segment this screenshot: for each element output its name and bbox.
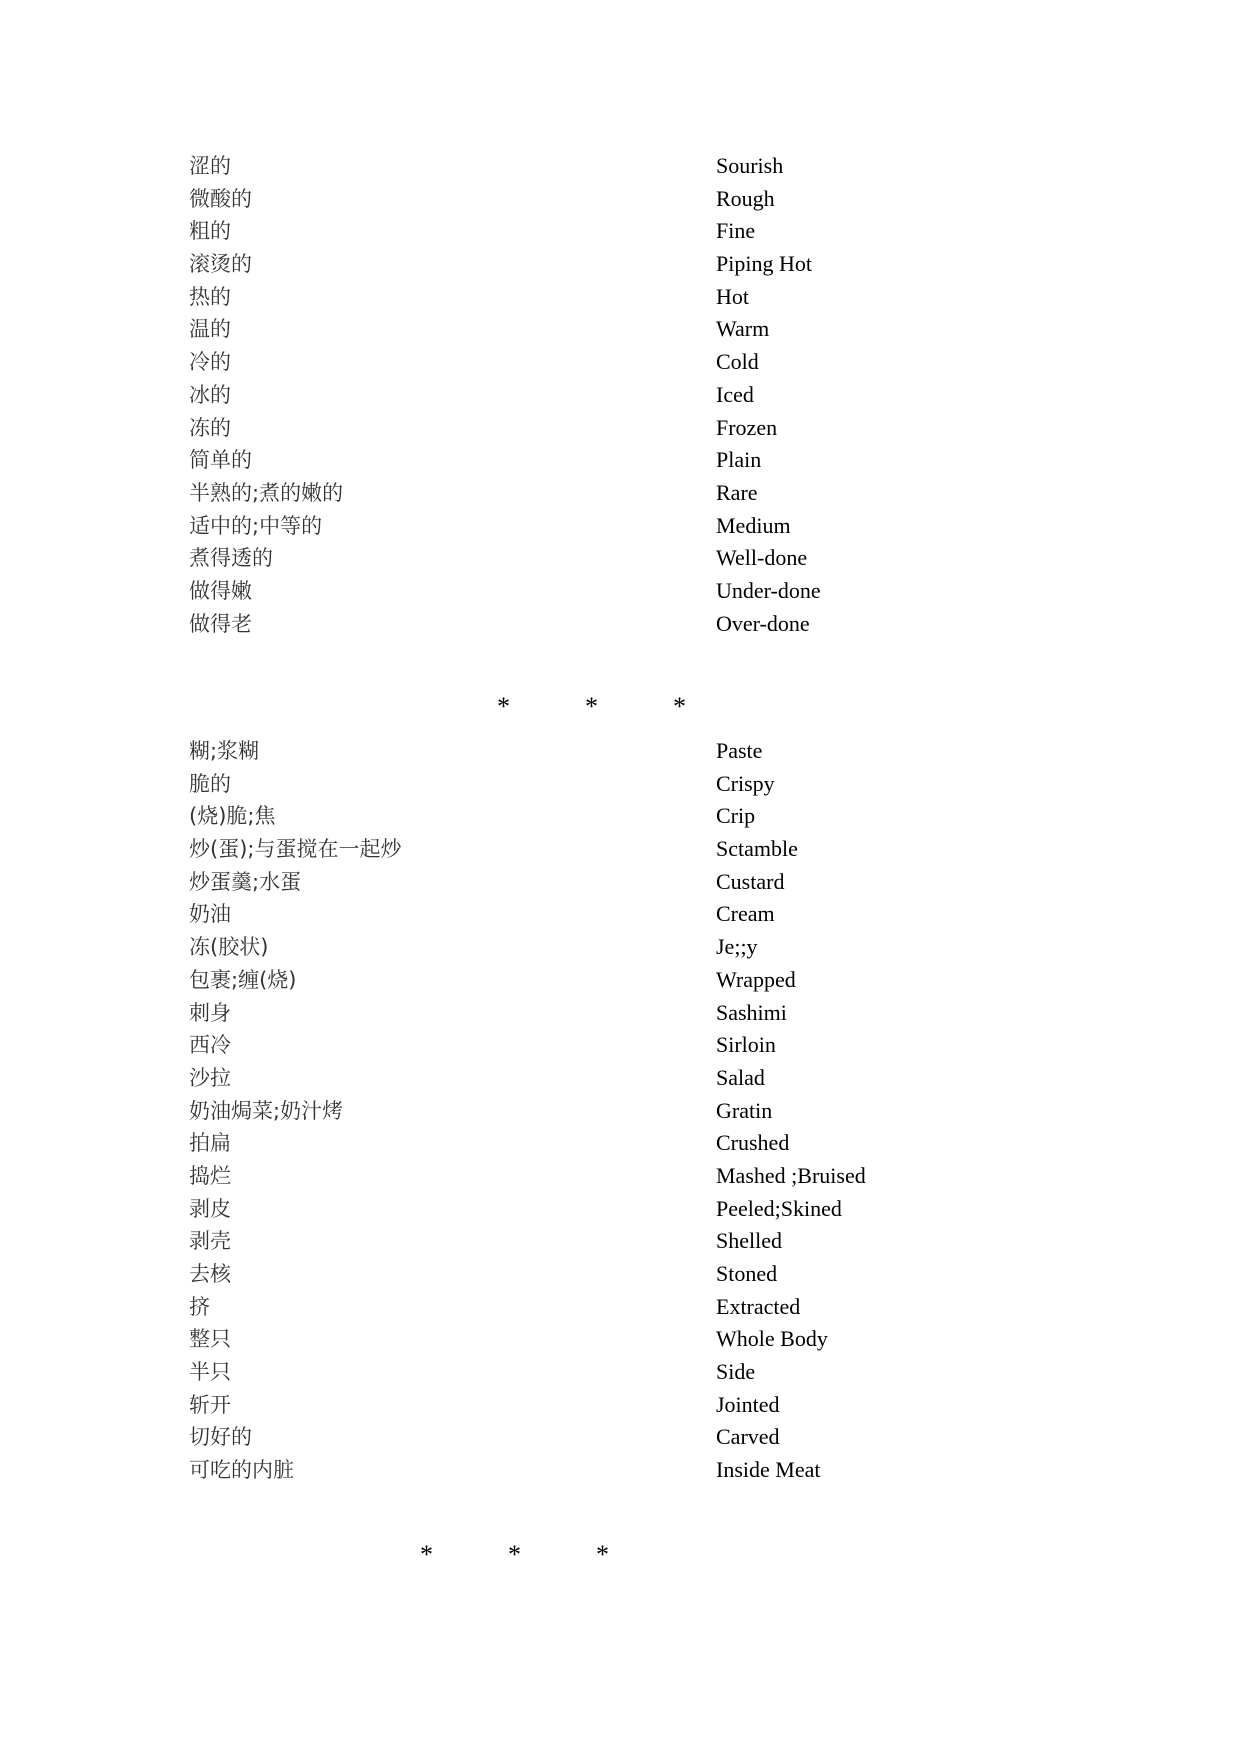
glossary-row <box>189 412 1069 445</box>
english-term: Custard <box>716 868 785 894</box>
english-term: Paste <box>716 738 763 763</box>
chinese-term: 冰的 <box>189 382 231 407</box>
glossary-row <box>189 800 1069 833</box>
glossary-row <box>189 510 1069 543</box>
english-term: Piping Hot <box>716 251 812 277</box>
glossary-row <box>189 1029 1069 1062</box>
chinese-term: 可吃的内脏 <box>189 1458 294 1483</box>
english-term: Over-done <box>716 610 810 636</box>
english-term: Under-done <box>716 577 821 603</box>
chinese-term: 剥壳 <box>189 1229 231 1254</box>
glossary-row <box>189 931 1069 964</box>
chinese-term: (烧)脆;焦 <box>189 804 276 829</box>
glossary-row <box>189 1323 1069 1356</box>
glossary-row <box>189 1095 1069 1128</box>
english-term: Sashimi <box>716 999 787 1025</box>
chinese-term: 温的 <box>189 317 231 342</box>
glossary-row <box>189 346 1069 379</box>
glossary-row <box>189 1225 1069 1258</box>
glossary-row <box>189 1454 1069 1487</box>
english-term: Jointed <box>716 1391 780 1417</box>
glossary-row <box>189 477 1069 510</box>
glossary-row <box>189 1389 1069 1422</box>
english-term: Crushed <box>716 1130 790 1156</box>
english-term: Wrapped <box>716 966 796 992</box>
glossary-row <box>189 1356 1069 1389</box>
glossary-row <box>189 1160 1069 1193</box>
english-term: Stoned <box>716 1261 778 1286</box>
english-term: Salad <box>716 1064 765 1090</box>
chinese-term: 沙拉 <box>189 1065 231 1090</box>
separator-star: * <box>497 692 510 721</box>
separator-star: * <box>508 1540 521 1569</box>
english-term: Plain <box>716 447 762 473</box>
glossary-row <box>189 379 1069 412</box>
chinese-term: 拍扁 <box>189 1131 231 1156</box>
chinese-term: 炒蛋羹;水蛋 <box>189 869 302 894</box>
separator-star: * <box>673 692 686 721</box>
glossary-section-2 <box>189 735 1069 1487</box>
english-term: Shelled <box>716 1228 782 1254</box>
chinese-term: 适中的;中等的 <box>189 513 323 538</box>
glossary-row <box>189 997 1069 1030</box>
chinese-term: 冻的 <box>189 415 231 440</box>
glossary-row <box>189 575 1069 608</box>
glossary-section-1 <box>189 150 1069 640</box>
glossary-row <box>189 735 1069 768</box>
chinese-term: 微酸的 <box>189 186 252 211</box>
chinese-term: 冻(胶状) <box>189 935 269 960</box>
chinese-term: 炒(蛋);与蛋搅在一起炒 <box>189 837 402 862</box>
english-term: Side <box>716 1359 756 1385</box>
english-term: Medium <box>716 512 791 538</box>
chinese-term: 涩的 <box>189 154 231 178</box>
chinese-term: 奶油 <box>189 902 231 927</box>
english-term: Rare <box>716 479 758 505</box>
chinese-term: 糊;浆糊 <box>189 739 260 763</box>
english-term: Whole Body <box>716 1326 828 1352</box>
chinese-term: 热的 <box>189 284 231 309</box>
glossary-row <box>189 964 1069 997</box>
glossary-row <box>189 313 1069 346</box>
english-term: Crip <box>716 803 756 829</box>
english-term: Iced <box>716 381 754 407</box>
chinese-term: 刺身 <box>189 1000 231 1025</box>
glossary-row <box>189 833 1069 866</box>
glossary-row <box>189 150 1069 183</box>
glossary-row <box>189 248 1069 281</box>
glossary-row <box>189 768 1069 801</box>
english-term: Warm <box>716 316 770 342</box>
english-term: Carved <box>716 1424 780 1450</box>
glossary-row <box>189 542 1069 575</box>
chinese-term: 捣烂 <box>189 1163 231 1188</box>
chinese-term: 包裹;缠(烧) <box>189 967 297 992</box>
english-term: Je;;y <box>716 934 758 960</box>
glossary-row <box>189 183 1069 216</box>
english-term: Cream <box>716 901 775 927</box>
separator-star: * <box>596 1540 609 1569</box>
glossary-row <box>189 1291 1069 1324</box>
chinese-term: 脆的 <box>189 771 231 796</box>
glossary-row <box>189 1421 1069 1454</box>
english-term: Rough <box>716 185 775 211</box>
glossary-row <box>189 1193 1069 1226</box>
glossary-row <box>189 898 1069 931</box>
glossary-row <box>189 1062 1069 1095</box>
chinese-term: 切好的 <box>189 1425 252 1450</box>
glossary-row <box>189 866 1069 899</box>
english-term: Well-done <box>716 545 808 571</box>
glossary-row <box>189 1127 1069 1160</box>
glossary-row <box>189 281 1069 314</box>
english-term: Inside Meat <box>716 1457 821 1483</box>
english-term: Extracted <box>716 1293 801 1319</box>
english-term: Crispy <box>716 770 775 796</box>
chinese-term: 半熟的;煮的嫩的 <box>189 480 344 505</box>
chinese-term: 剥皮 <box>189 1196 231 1221</box>
chinese-term: 煮得透的 <box>189 546 273 571</box>
separator-star: * <box>420 1540 433 1569</box>
chinese-term: 做得老 <box>189 611 252 636</box>
chinese-term: 斩开 <box>189 1392 231 1417</box>
chinese-term: 半只 <box>189 1360 231 1385</box>
english-term: Sirloin <box>716 1032 776 1058</box>
english-term: Gratin <box>716 1097 773 1123</box>
english-term: Mashed ;Bruised <box>716 1162 866 1188</box>
english-term: Peeled;Skined <box>716 1195 842 1221</box>
chinese-term: 做得嫩 <box>189 578 252 603</box>
english-term: Sctamble <box>716 836 798 862</box>
chinese-term: 简单的 <box>189 448 252 473</box>
glossary-row <box>189 1258 1069 1291</box>
glossary-row <box>189 608 1069 641</box>
english-term: Fine <box>716 218 756 244</box>
chinese-term: 整只 <box>189 1327 231 1352</box>
chinese-term: 奶油焗菜;奶汁烤 <box>189 1098 344 1123</box>
glossary-row <box>189 444 1069 477</box>
english-term: Frozen <box>716 414 778 440</box>
english-term: Sourish <box>716 153 784 178</box>
chinese-term: 滚烫的 <box>189 252 252 277</box>
chinese-term: 去核 <box>189 1262 231 1286</box>
chinese-term: 挤 <box>189 1294 210 1319</box>
english-term: Hot <box>716 283 749 309</box>
glossary-row <box>189 215 1069 248</box>
separator-star: * <box>585 692 598 721</box>
chinese-term: 西冷 <box>189 1033 231 1058</box>
chinese-term: 冷的 <box>189 350 231 375</box>
chinese-term: 粗的 <box>189 219 231 244</box>
english-term: Cold <box>716 349 759 375</box>
